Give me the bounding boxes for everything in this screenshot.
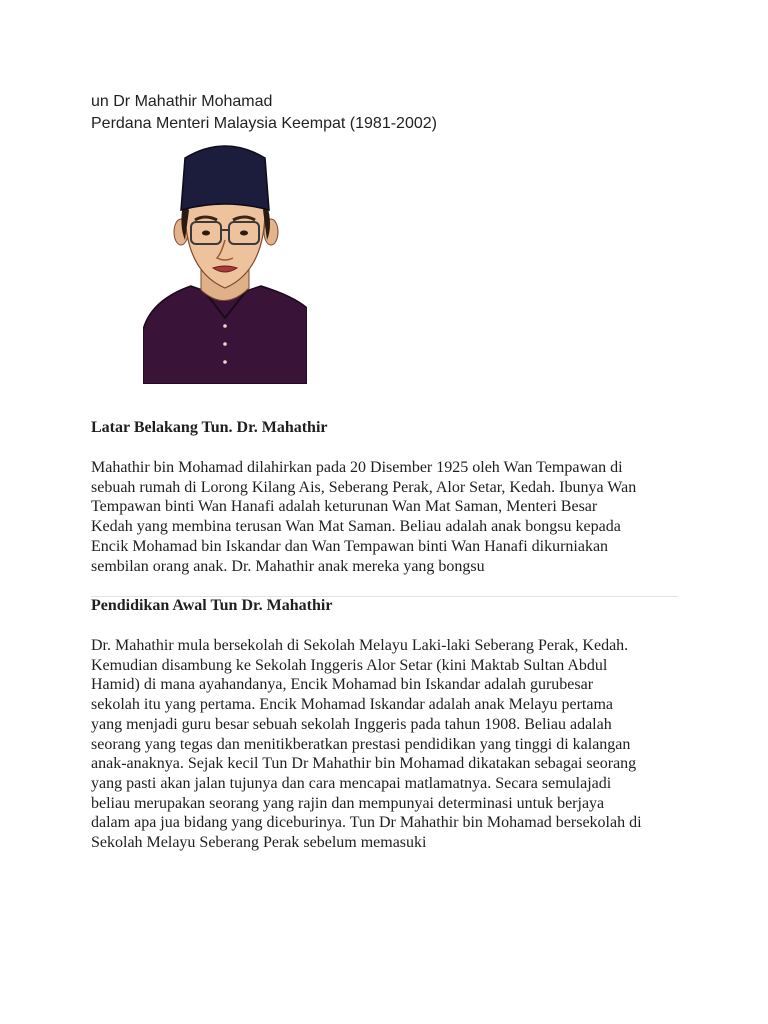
paragraph-line: yang pasti akan jalan tujunya dan cara mencapai matlamatnya. Secara semulajadi <box>91 774 612 792</box>
paragraph-line: beliau merupakan seorang yang rajin dan mempunyai determinasi untuk berjaya <box>91 794 605 812</box>
paragraph-line: Kemudian disambung ke Sekolah Inggeris Alor Setar (kini Maktab Sultan Abdul <box>91 656 608 674</box>
paragraph-education <box>91 636 691 853</box>
paragraph-line: seorang yang tegas dan menitikberatkan prestasi pendidikan yang tinggi di kalangan <box>91 735 631 753</box>
paragraph-line: Encik Mohamad bin Iskandar dan Wan Tempawan binti Wan Hanafi dikurniakan <box>91 537 609 555</box>
portrait-illustration <box>143 140 307 384</box>
page-subtitle: Perdana Menteri Malaysia Keempat (1981-2002) <box>91 115 437 132</box>
paragraph-line: sekolah itu yang pertama. Encik Mohamad Iskandar adalah anak Melayu pertama <box>91 696 614 714</box>
paragraph-line: Kedah yang membina terusan Wan Mat Saman. Beliau adalah anak bongsu kepada <box>91 518 621 536</box>
paragraph-line: Mahathir bin Mohamad dilahirkan pada 20 Disember 1925 oleh Wan Tempawan di <box>91 459 623 476</box>
paragraph-line: sembilan orang anak. Dr. Mahathir anak mereka yang bongsu <box>91 557 485 575</box>
paragraph-line: Hamid) di mana ayahandanya, Encik Mohamad bin Iskandar adalah gurubesar <box>91 676 594 694</box>
paragraph-line: Tempawan binti Wan Hanafi adalah keturunan Wan Mat Saman, Menteri Besar <box>91 498 598 516</box>
paragraph-line: Dr. Mahathir mula bersekolah di Sekolah Melayu Laki-laki Seberang Perak, Kedah. <box>91 637 629 654</box>
section-heading-education: Pendidikan Awal Tun Dr. Mahathir <box>91 597 333 614</box>
paragraph-line: sebuah rumah di Lorong Kilang Ais, Seberang Perak, Alor Setar, Kedah. Ibunya Wan <box>91 478 637 496</box>
paragraph-background <box>91 458 691 576</box>
paragraph-line: yang menjadi guru besar sebuah sekolah Inggeris pada tahun 1908. Beliau adalah <box>91 715 612 733</box>
paragraph-line: dalam apa jua bidang yang diceburinya. Tun Dr Mahathir bin Mohamad bersekolah di <box>91 814 642 832</box>
page-title: un Dr Mahathir Mohamad <box>91 93 273 110</box>
section-heading-background: Latar Belakang Tun. Dr. Mahathir <box>91 419 328 436</box>
paragraph-line: anak-anaknya. Sejak kecil Tun Dr Mahathir bin Mohamad dikatakan sebagai seorang <box>91 755 637 773</box>
paragraph-line: Sekolah Melayu Seberang Perak sebelum memasuki <box>91 834 427 852</box>
